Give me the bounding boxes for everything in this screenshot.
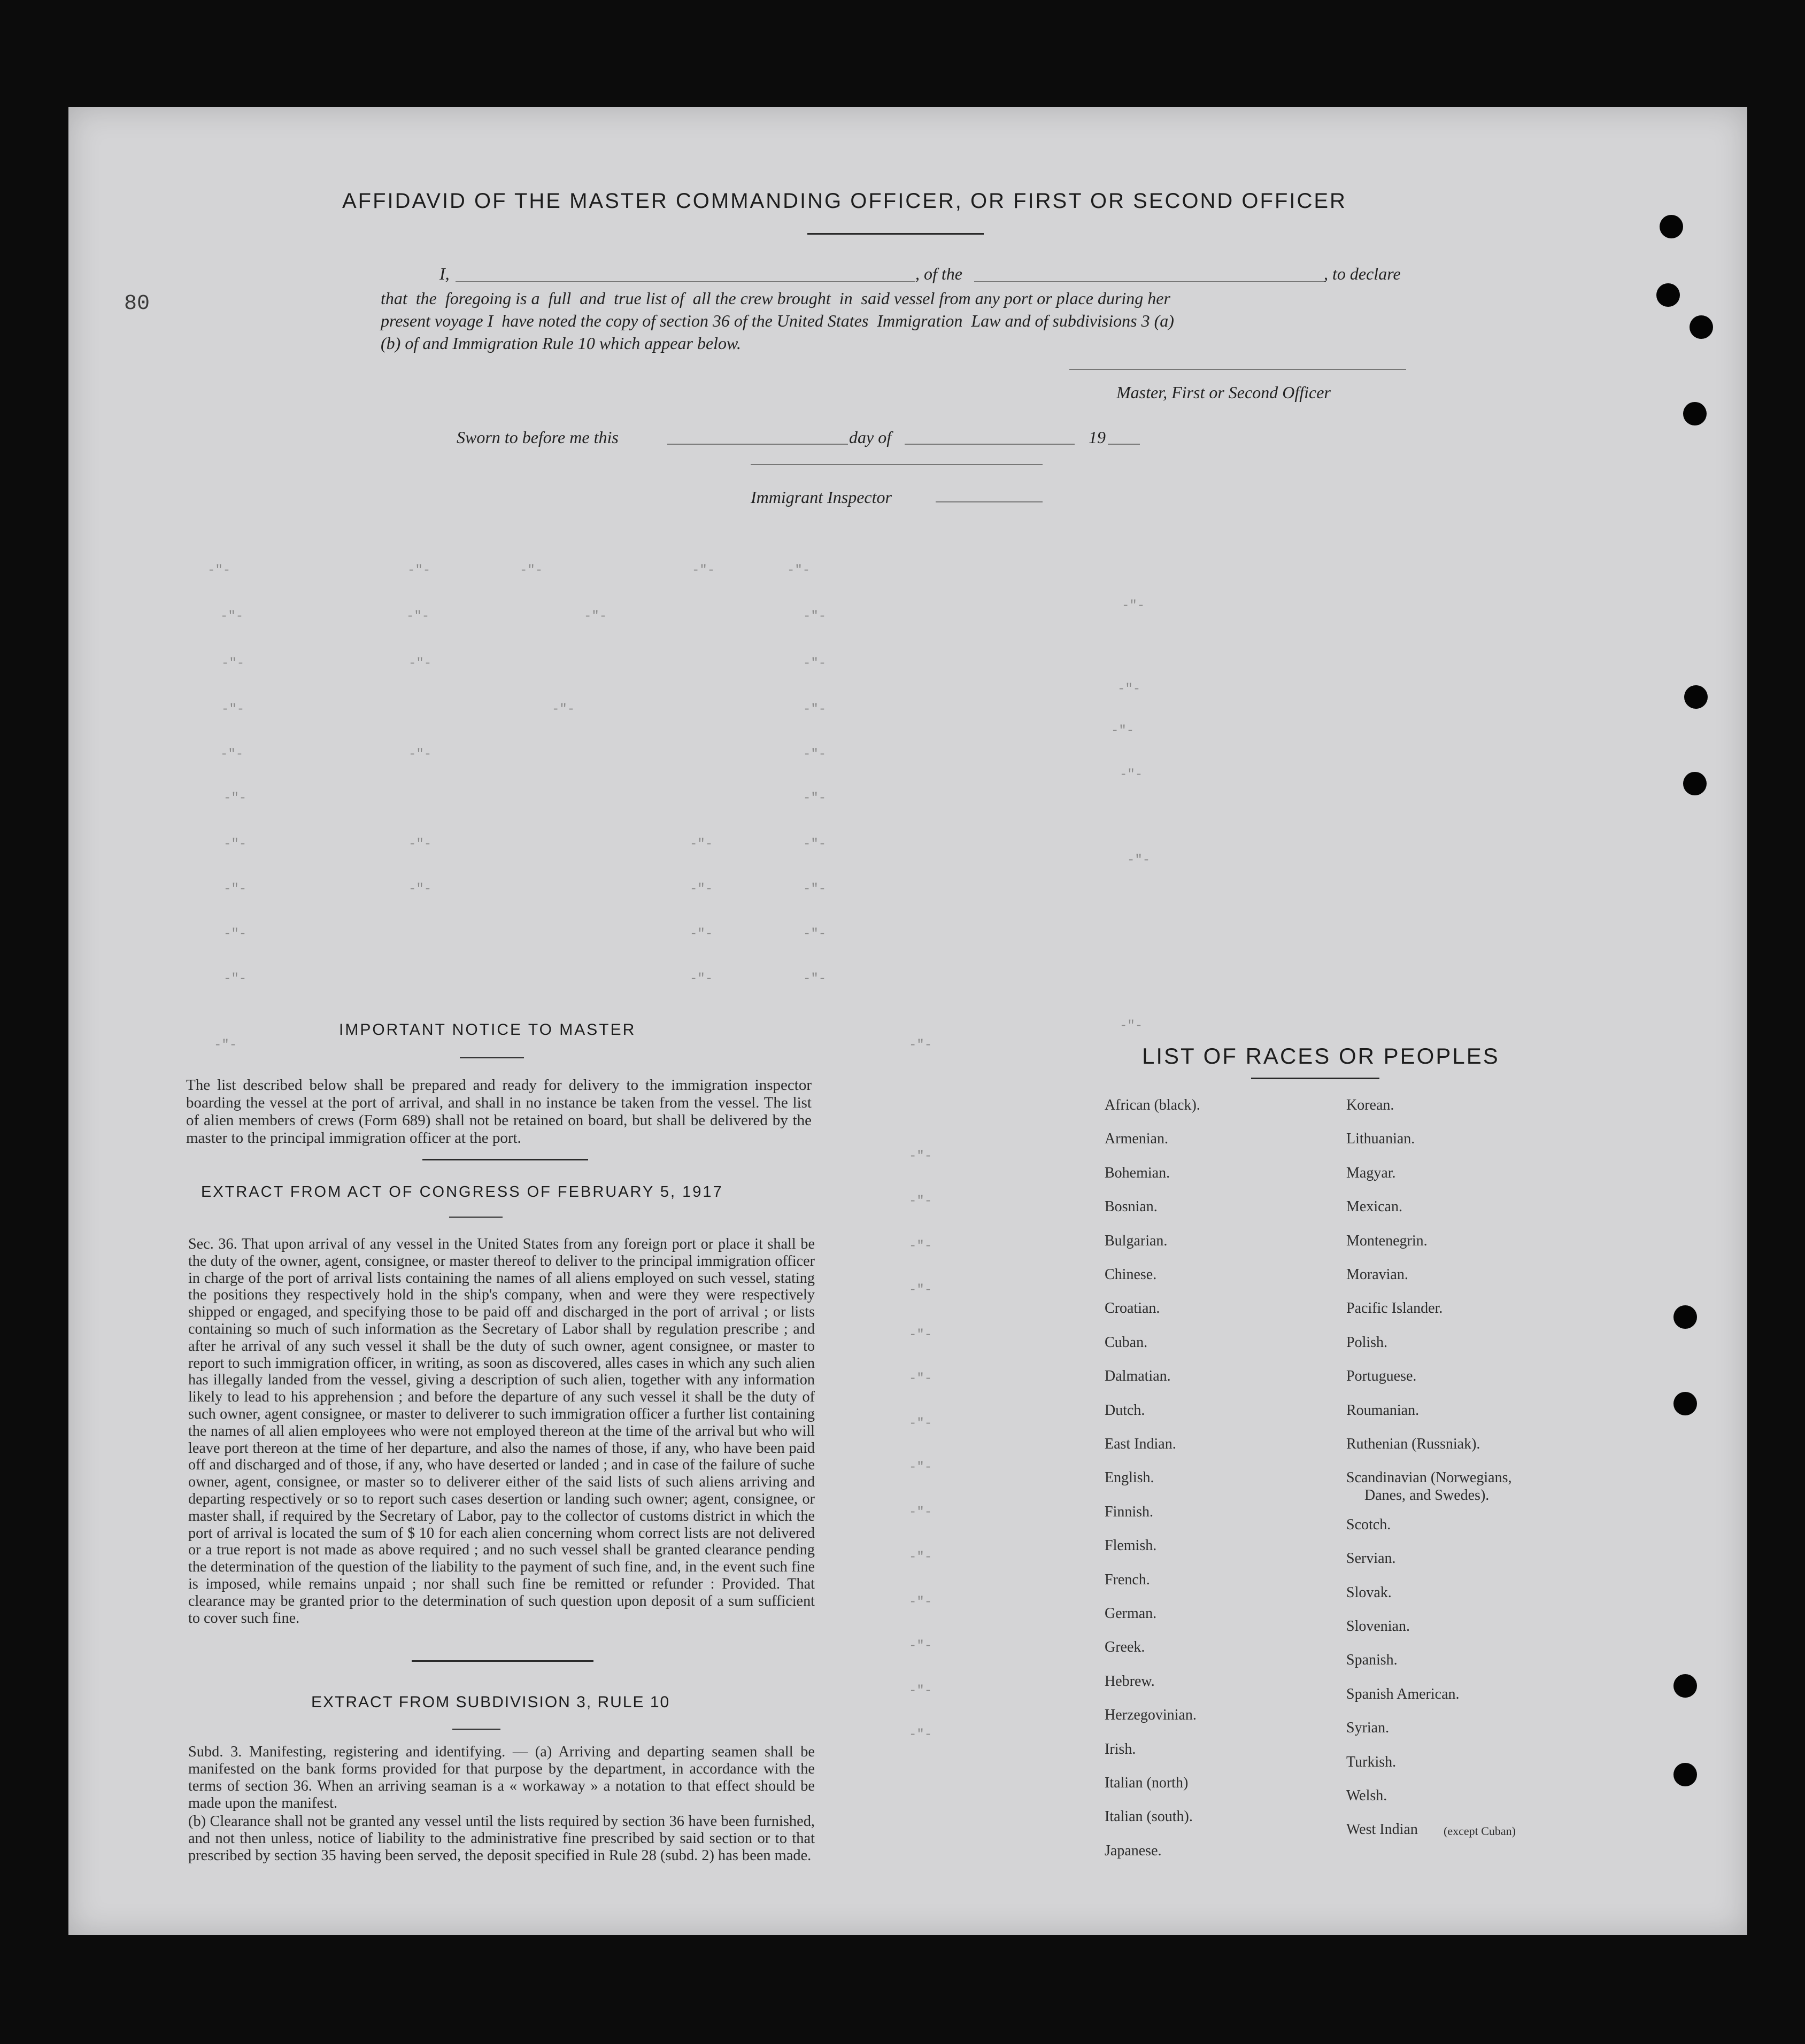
ditto-mark: -"- [803, 837, 827, 851]
ditto-mark: -"- [1120, 1019, 1143, 1033]
race-right-item: Servian. [1346, 1550, 1396, 1567]
inspector-tail-blank [936, 501, 1043, 502]
ditto-mark: -"- [220, 747, 244, 762]
ditto-mark: -"- [909, 1372, 932, 1386]
race-left-item: Bulgarian. [1105, 1232, 1168, 1249]
ditto-mark: -"- [909, 1328, 932, 1342]
punch-hole [1683, 402, 1707, 425]
race-right-item: Roumanian. [1346, 1402, 1420, 1419]
ditto-mark: -"- [909, 1416, 932, 1431]
race-left-item: Dalmatian. [1105, 1368, 1171, 1385]
signature-blank [1069, 369, 1406, 370]
race-left-item: English. [1105, 1469, 1154, 1486]
race-left-item: Japanese. [1105, 1842, 1162, 1859]
ditto-mark: -"- [803, 791, 827, 806]
ditto-mark: -"- [1117, 682, 1141, 696]
race-left-item: Croatian. [1105, 1300, 1160, 1317]
race-left-item: French. [1105, 1571, 1150, 1588]
race-right-item: Portuguese. [1346, 1368, 1417, 1385]
punch-hole [1690, 315, 1713, 339]
punch-hole [1673, 1763, 1697, 1786]
document-page [68, 107, 1747, 1935]
ditto-mark: -"- [223, 791, 247, 806]
ditto-mark: -"- [690, 972, 713, 986]
act-extract-title: EXTRACT FROM ACT OF CONGRESS OF FEBRUARY 5, 1917 [201, 1183, 723, 1201]
affidavit-line1-suffix: , to declare [1324, 264, 1401, 283]
race-left-item: Bohemian. [1105, 1164, 1170, 1181]
inspector-blank [751, 464, 1043, 465]
title-rule [807, 233, 984, 235]
race-left-item: Flemish. [1105, 1537, 1157, 1554]
race-right-item: Magyar. [1346, 1164, 1396, 1181]
race-left-item: Cuban. [1105, 1334, 1148, 1351]
signature-label: Master, First or Second Officer [1116, 383, 1331, 402]
rule-extract-rule [452, 1729, 500, 1730]
ditto-mark: -"- [220, 609, 244, 624]
notice-rule [460, 1057, 524, 1058]
race-right-item: Syrian. [1346, 1720, 1390, 1737]
ditto-mark: -"- [221, 702, 245, 717]
ditto-mark: -"- [221, 656, 245, 671]
race-right-item: Slovak. [1346, 1584, 1392, 1601]
ditto-mark: -"- [803, 972, 827, 986]
ditto-mark: -"- [520, 563, 543, 578]
punch-hole [1660, 215, 1683, 238]
race-left-item: Irish. [1105, 1740, 1136, 1757]
ditto-mark: -"- [803, 609, 827, 624]
punch-hole [1673, 1392, 1697, 1415]
race-left-item: Chinese. [1105, 1266, 1157, 1283]
race-left-item: East Indian. [1105, 1436, 1176, 1452]
act-extract-divider [412, 1660, 593, 1662]
ditto-mark: -"- [1120, 768, 1143, 782]
ditto-mark: -"- [223, 882, 247, 896]
race-right-item: Montenegrin. [1346, 1232, 1428, 1249]
sworn-prefix: Sworn to before me this [457, 428, 619, 447]
ditto-mark: -"- [407, 563, 431, 578]
ditto-mark: -"- [803, 927, 827, 941]
race-right-item: Welsh. [1346, 1787, 1387, 1804]
ditto-mark: -"- [552, 702, 575, 717]
ditto-mark: -"- [909, 1595, 932, 1609]
sworn-day-blank [667, 444, 848, 445]
ditto-mark: -"- [223, 837, 247, 851]
race-left-item: Dutch. [1105, 1402, 1145, 1419]
race-scandinavian-continued: Danes, and Swedes). [1364, 1487, 1490, 1504]
race-right-item: West Indian [1346, 1821, 1418, 1838]
name-blank [456, 281, 915, 282]
race-right-item: Lithuanian. [1346, 1131, 1415, 1148]
ditto-mark: -"- [803, 747, 827, 762]
ditto-mark: -"- [909, 1550, 932, 1565]
act-extract-rule [449, 1217, 503, 1218]
ditto-mark: -"- [803, 656, 827, 671]
ditto-mark: -"- [207, 563, 231, 578]
ditto-mark: -"- [909, 1038, 932, 1052]
ditto-mark: -"- [692, 563, 715, 578]
race-left-item: African (black). [1105, 1097, 1200, 1113]
race-right-item: Pacific Islander. [1346, 1300, 1443, 1317]
sworn-mid: day of [849, 428, 892, 447]
ditto-mark: -"- [408, 837, 432, 851]
race-right-item: Turkish. [1346, 1753, 1397, 1770]
ditto-mark: -"- [406, 609, 430, 624]
affidavit-line3: present voyage I have noted the copy of section 36 of the United States Immigration Law and of subdivisions 3 (a) [381, 311, 1174, 330]
ditto-mark: -"- [690, 837, 713, 851]
affidavit-title: AFFIDAVID OF THE MASTER COMMANDING OFFICER, OR FIRST OR SECOND OFFICER [342, 189, 1347, 213]
sworn-month-blank [905, 444, 1075, 445]
punch-hole [1673, 1305, 1697, 1329]
ditto-mark: -"- [1127, 853, 1151, 868]
ditto-mark: -"- [584, 609, 607, 624]
races-title: LIST OF RACES OR PEOPLES [1142, 1043, 1500, 1069]
race-right-item: Moravian. [1346, 1266, 1408, 1283]
race-right-item: Scandinavian (Norwegians, [1346, 1469, 1512, 1486]
rule-extract-title: EXTRACT FROM SUBDIVISION 3, RULE 10 [311, 1693, 670, 1711]
ditto-mark: -"- [690, 882, 713, 896]
notice-text: The list described below shall be prepared and ready for delivery to the immigration inspector boarding the vessel at the port of arrival, and shall in no instance be taken from the vessel. The list of alien members of crews (Form 689) shall not be retained on board, but shall be delivered by the master to the principal immigration officer at the port. [186, 1077, 812, 1147]
race-right-item: Spanish. [1346, 1652, 1398, 1669]
inspector-label: Immigrant Inspector [751, 487, 892, 507]
punch-hole [1683, 772, 1707, 795]
rule-extract-para-a: Subd. 3. Manifesting, registering and identifying. — (a) Arriving and departing seamen shall be manifested on the bank forms provided for that purpose by the department, in accordance with the terms of section 36. When an arriving seaman is a « workaway » a notation to that effect should be made upon the manifest. [188, 1744, 815, 1811]
race-right-item: Spanish American. [1346, 1685, 1460, 1702]
ditto-mark: -"- [909, 1239, 932, 1253]
ditto-mark: -"- [909, 1194, 932, 1209]
notice-title: IMPORTANT NOTICE TO MASTER [339, 1021, 636, 1039]
race-left-item: Italian (south). [1105, 1808, 1193, 1825]
race-west-indian-note: (except Cuban) [1444, 1824, 1516, 1838]
ditto-mark: -"- [909, 1728, 932, 1742]
ditto-mark: -"- [909, 1639, 932, 1653]
ditto-mark: -"- [690, 927, 713, 941]
act-extract-text: Sec. 36. That upon arrival of any vessel in the United States from any foreign port or place it shall be the duty of the owner, agent, consignee, or master thereof to deliver to the principal immigration officer in charge of the port of arrival lists containing the names of all aliens employed on such vessel, stating the positions they respectively hold in the ship's company, when and were they were respectively shipped or engaged, and specifying those to be paid off and discharged in the port of arrival ; or lists containing so much of such information as the Secretary of Labor shall by regulation prescribe ; and after he arrival of any such vessel it shall be the duty of such owner, agent consignee, or master to report to such immigration officer, in writing, as soon as discovered, alles cases in which any such alien has illegally landed from the vessel, giving a description of such alien, together with any information likely to lead to his apprehension ; and before the departure of any such vessel it shall be the duty of such owner, agent consignee, or master to deliverer to such immigration officer a further list containing the names of all alien employees who were not employed thereon at the time of the arrival but who will leave port thereon at the time of her departure, and also the names of those, if any, who have been paid off and discharged and of those, if any, who have deserted or landed ; and in case of the failure of suche owner, agent, consignee, or master so to deliverer either of the said lists of such aliens arriving and departing respectively or so to report such cases desertion or landing such owner; agent, consignee, or master shall, if required by the Secretary of Labor, pay to the collector of customs district in which the port of arrival is located the sum of $ 10 for each alien concerning whom correct lists are not delivered or a true report is not made as above required ; and no such vessel shall be granted clearance pending the determination of the question of the liability to the payment of such fine, and, in the event such fine is imposed, while remains unpaid ; nor shall such fine be remitted or refunder : Provided. That clearance may be granted prior to the determination of such question upon deposit of a sum sufficient to cover such fine. [188, 1236, 815, 1627]
ditto-mark: -"- [408, 882, 432, 896]
affidavit-line2: that the foregoing is a full and true list of all the crew brought in said vessel from any port or place during her [381, 289, 1170, 308]
affidavit-line4: (b) of and Immigration Rule 10 which appear below. [381, 334, 741, 353]
page-number-stamp: 80 [124, 292, 150, 316]
race-left-item: Italian (north) [1105, 1775, 1189, 1791]
ditto-mark: -"- [803, 882, 827, 896]
ditto-mark: -"- [909, 1684, 932, 1698]
ditto-mark: -"- [223, 972, 247, 986]
punch-hole [1673, 1674, 1697, 1698]
ditto-mark: -"- [408, 656, 432, 671]
race-left-item: Herzegovinian. [1105, 1707, 1197, 1724]
punch-hole [1684, 685, 1708, 709]
race-right-item: Polish. [1346, 1334, 1388, 1351]
race-left-item: Hebrew. [1105, 1673, 1155, 1690]
race-left-item: Bosnian. [1105, 1198, 1158, 1215]
ditto-mark: -"- [909, 1283, 932, 1297]
race-right-item: Mexican. [1346, 1198, 1402, 1215]
ditto-mark: -"- [1122, 599, 1145, 613]
races-rule [1251, 1078, 1379, 1079]
race-right-item: Slovenian. [1346, 1618, 1410, 1635]
ditto-mark: -"- [787, 563, 811, 578]
punch-hole [1656, 283, 1680, 307]
race-right-item: Ruthenian (Russniak). [1346, 1436, 1480, 1452]
affidavit-line1-prefix: I, [439, 264, 450, 283]
sworn-year-blank [1108, 444, 1140, 445]
race-left-item: German. [1105, 1605, 1157, 1622]
race-left-item: Finnish. [1105, 1503, 1154, 1520]
vessel-blank [974, 281, 1326, 282]
ditto-mark: -"- [214, 1038, 237, 1052]
notice-divider [422, 1159, 588, 1160]
race-right-item: Korean. [1346, 1097, 1394, 1113]
race-left-item: Greek. [1105, 1639, 1145, 1656]
ditto-mark: -"- [223, 927, 247, 941]
ditto-mark: -"- [803, 702, 827, 717]
ditto-mark: -"- [909, 1460, 932, 1475]
ditto-mark: -"- [909, 1505, 932, 1520]
sworn-year: 19 [1089, 428, 1106, 447]
rule-extract-para-b: (b) Clearance shall not be granted any vessel until the lists required by section 36 have been furnished, and not then unless, notice of liability to the administrative fine prescribed by said section or to that prescribed by section 35 having been served, the deposit specified in Rule 28 (subd. 2) has been made. [188, 1813, 815, 1864]
affidavit-line1-mid: , of the [915, 264, 962, 283]
race-right-item: Scotch. [1346, 1516, 1391, 1533]
race-left-item: Armenian. [1105, 1131, 1168, 1148]
ditto-mark: -"- [408, 747, 432, 762]
ditto-mark: -"- [1111, 724, 1135, 738]
ditto-mark: -"- [909, 1149, 932, 1164]
